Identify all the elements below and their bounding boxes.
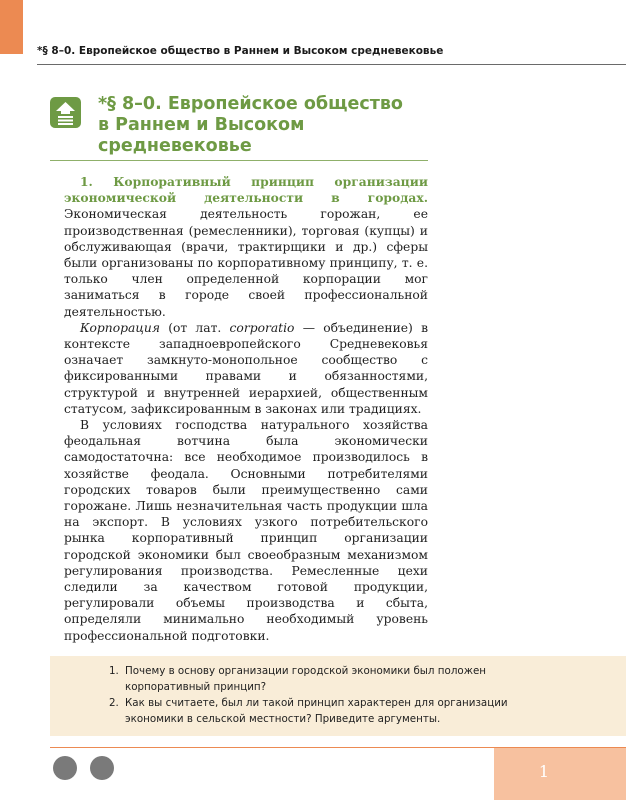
term-corporation: Корпорация [80, 320, 160, 335]
question-item [109, 663, 559, 695]
section-title-line: в Раннем и Высоком [98, 115, 305, 135]
question-text: Как вы считаете, был ли такой принцип характерен для организации экономики в сельской местности? Приведите аргументы. [125, 697, 508, 725]
paragraph-text: Экономическая деятельность горожан, ее производственная (ремесленники), торговая (купцы) и обслуживающая (врачи, трактирщики и др.) сферы были организованы по корпоративному принципу, т. е. только член определенной корпорации мог заниматься в городе своей профессиональной деятельностью. [64, 207, 428, 319]
paragraph-text: (от лат. [168, 320, 222, 335]
question-text: Почему в основу организации городской экономики был положен корпоративный принцип? [125, 665, 487, 693]
next-page-dot[interactable] [90, 756, 114, 780]
paragraph-lead: 1. Корпоративный принцип организации экономической деятельности в городах. [64, 174, 428, 206]
header-rule [37, 64, 626, 65]
home-up-arrow-icon [50, 97, 81, 128]
paragraph-economy: В условиях господства натурального хозяйства феодальная вотчина была экономически самодостаточна: все необходимое производилось в хозяйстве феодала. Основными потребителями городских товаров были преимущественно сами горожане. Лишь незначительная часть продукции шла на экспорт. В условиях узкого потребительского рынка корпоративный принцип организации городской экономики был своеобразным механизмом регулирования производства. Ремесленные цехи следили за качеством готовой продукции, регулировали объемы производства и сбыта, определяли минимально необходимый уровень профессиональной подготовки. [64, 418, 428, 643]
prev-page-dot[interactable] [53, 756, 77, 780]
body-text [64, 174, 428, 644]
page-number-box [494, 748, 626, 800]
section-title [98, 94, 428, 157]
page-number: 1 [538, 762, 550, 781]
running-header: *§ 8–0. Европейское общество в Раннем и Высоком средневековье [37, 45, 444, 57]
section-title-line: *§ 8–0. Европейское общество [98, 94, 403, 114]
section-title-line: средневековье [98, 136, 252, 156]
paragraph-corporation-definition [64, 320, 428, 417]
title-rule [50, 160, 428, 161]
question-item [109, 695, 559, 727]
question-number: 1. [109, 665, 119, 677]
corner-color-tab [0, 0, 23, 54]
paragraph-corporate-principle [64, 174, 428, 320]
latin-term: corporatio [229, 320, 295, 335]
questions-list [109, 663, 559, 727]
question-number: 2. [109, 697, 119, 709]
paragraph-text: — объединение) в контексте западноевропейского Средневековья означает замкнуто-монопольное сообщество с фиксированными правами и обязанностями, структурой и внутренней иерархией, общественным статусом, зафиксированным в законах или традициях. [64, 320, 428, 416]
